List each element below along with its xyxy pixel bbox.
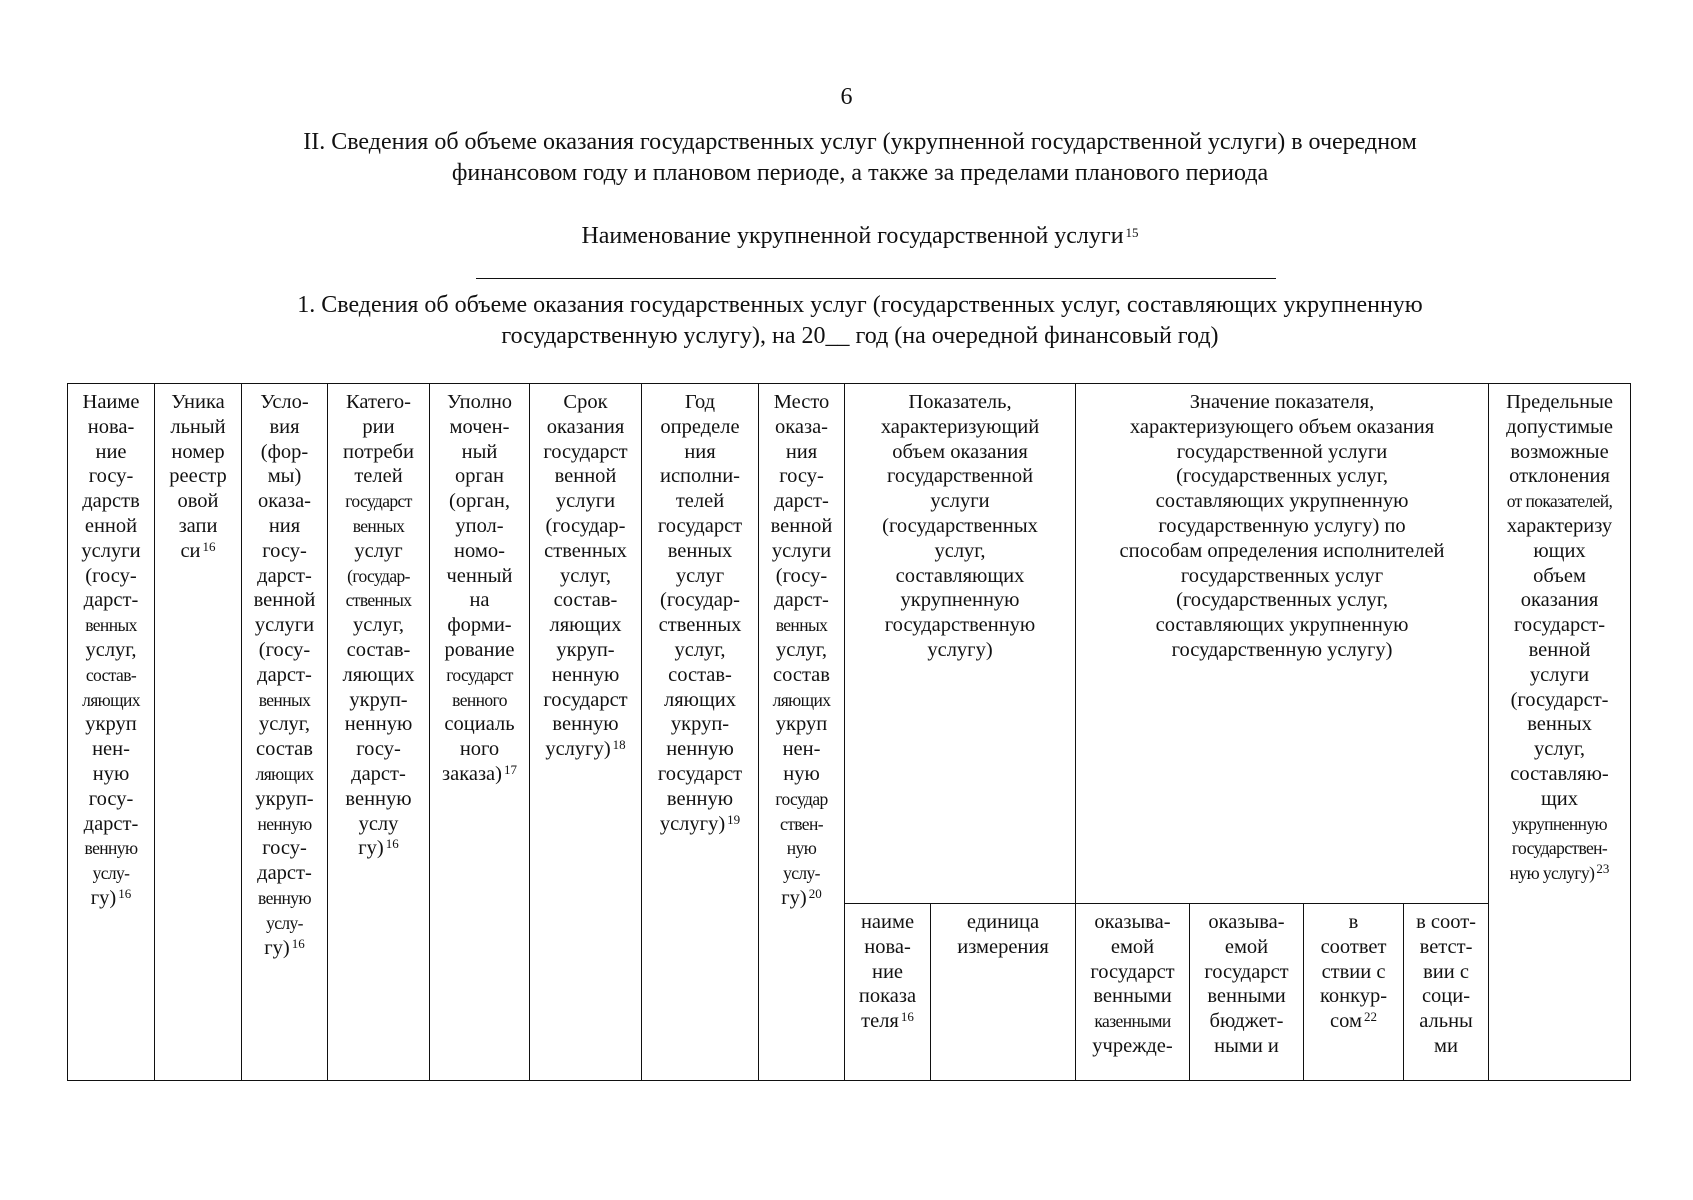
footnote-marker: 16 [291, 935, 305, 951]
footnote-marker: 23 [1596, 861, 1610, 877]
footnote-marker: 18 [612, 737, 626, 753]
header-budget-institutions: оказыва- емой государст венными бюджет- ными и [1190, 904, 1304, 1081]
header-contractor-year: Год определе ния исполни- телей государст венных услуг (государ- ственных услуг, состав- ляющих укруп- ненную государст венную услугу) $^{19}$ [642, 384, 759, 1081]
header-service-conditions: Усло- вия (фор- мы) оказа- ния госу- дарст- венной услуги (госу- дарст- венных услуг, состав ляющих укруп- ненную госу- дарст- венную услу- гу) $^{16}$ [242, 384, 328, 1081]
footnote-marker: 17 [503, 761, 517, 777]
footnote-marker: 15 [1125, 225, 1139, 240]
footnote-marker: 16 [118, 885, 132, 901]
service-name-line [150, 221, 1570, 252]
header-allowed-deviations: Предельные допустимые возможные отклонения от показателей, характеризу ющих объем оказания государст- венной услуги (государст- венных услуг, составляю- щих укрупненную государствен- ную услугу) $^{23}$ [1489, 384, 1631, 1081]
footnote-marker: 16 [900, 1009, 914, 1025]
footnote-marker: 16 [385, 836, 399, 852]
header-consumer-categories: Катего- рии потреби телей государст венных услуг (государ- ственных услуг, состав- ляющих укруп- ненную госу- дарст- венную услу гу) $^{16}$ [328, 384, 430, 1081]
header-competition: в соответ ствии с конкур- сом $^{22}$ [1304, 904, 1404, 1081]
header-service-name: Наиме нова- ние госу- дарств енной услуги (госу- дарст- венных услуг, состав- ляющих укруп нен- ную госу- дарст- венную услу- гу) $^{16}$ [68, 384, 155, 1081]
service-name-underline [476, 278, 1276, 279]
header-service-term: Срок оказания государст венной услуги (государ- ственных услуг, состав- ляющих укруп- ненную государст венную услугу) $^{18}$ [530, 384, 642, 1081]
footnote-marker: 19 [727, 811, 741, 827]
header-service-place: Место оказа- ния госу- дарст- венной услуги (госу- дарст- венных услуг, состав ляющих укруп нен- ную государ ствен- ную услу- гу) $^{20}$ [759, 384, 845, 1081]
header-unit-of-measure: единица измерения [931, 904, 1076, 1081]
header-authorized-body: Уполно мочен- ный орган (орган, упол- номо- ченный на форми- рование государст венного социаль ного заказа) $^{17}$ [430, 384, 530, 1081]
header-indicator-value: Значение показателя, характеризующего объем оказания государственной услуги (государственных услуг, составляющих укрупненную государственную услугу) по способам определения исполнителей государственных услуг (государственных услуг, составляющих укрупненную государственную услугу) [1076, 384, 1489, 904]
page-number: 6 [840, 84, 853, 110]
footnote-marker: 22 [1363, 1009, 1377, 1025]
subsection-title: 1. Сведения об объеме оказания государственных услуг (государственных услуг, составляющих укрупненную государственную услугу), на 20__ год (на очередной финансовый год) [297, 292, 1423, 349]
header-social-certificates: в соот- ветст- вии с соци- альны ми [1404, 904, 1489, 1081]
section-title: II. Сведения об объеме оказания государственных услуг (укрупненной государственной услуги) в очередном финансовом году и плановом периоде, а также за пределами планового периода [303, 129, 1417, 186]
header-indicator-name: наиме нова- ние показа теля $^{16}$ [845, 904, 931, 1081]
header-indicator: Показатель, характеризующий объем оказания государственной услуги (государственных услуг, составляющих укрупненную государственную услугу) [845, 384, 1076, 904]
header-state-institutions: оказыва- емой государст венными казенными учрежде- [1076, 904, 1190, 1081]
service-name-label: Наименование укрупненной государственной услуги [581, 223, 1124, 249]
footnote-marker: 20 [808, 885, 822, 901]
footnote-marker: 16 [202, 538, 216, 554]
service-volume-table [67, 383, 1631, 1081]
header-registry-number: Уника льный номер реестр овой запи си $^{16}$ [155, 384, 242, 1081]
